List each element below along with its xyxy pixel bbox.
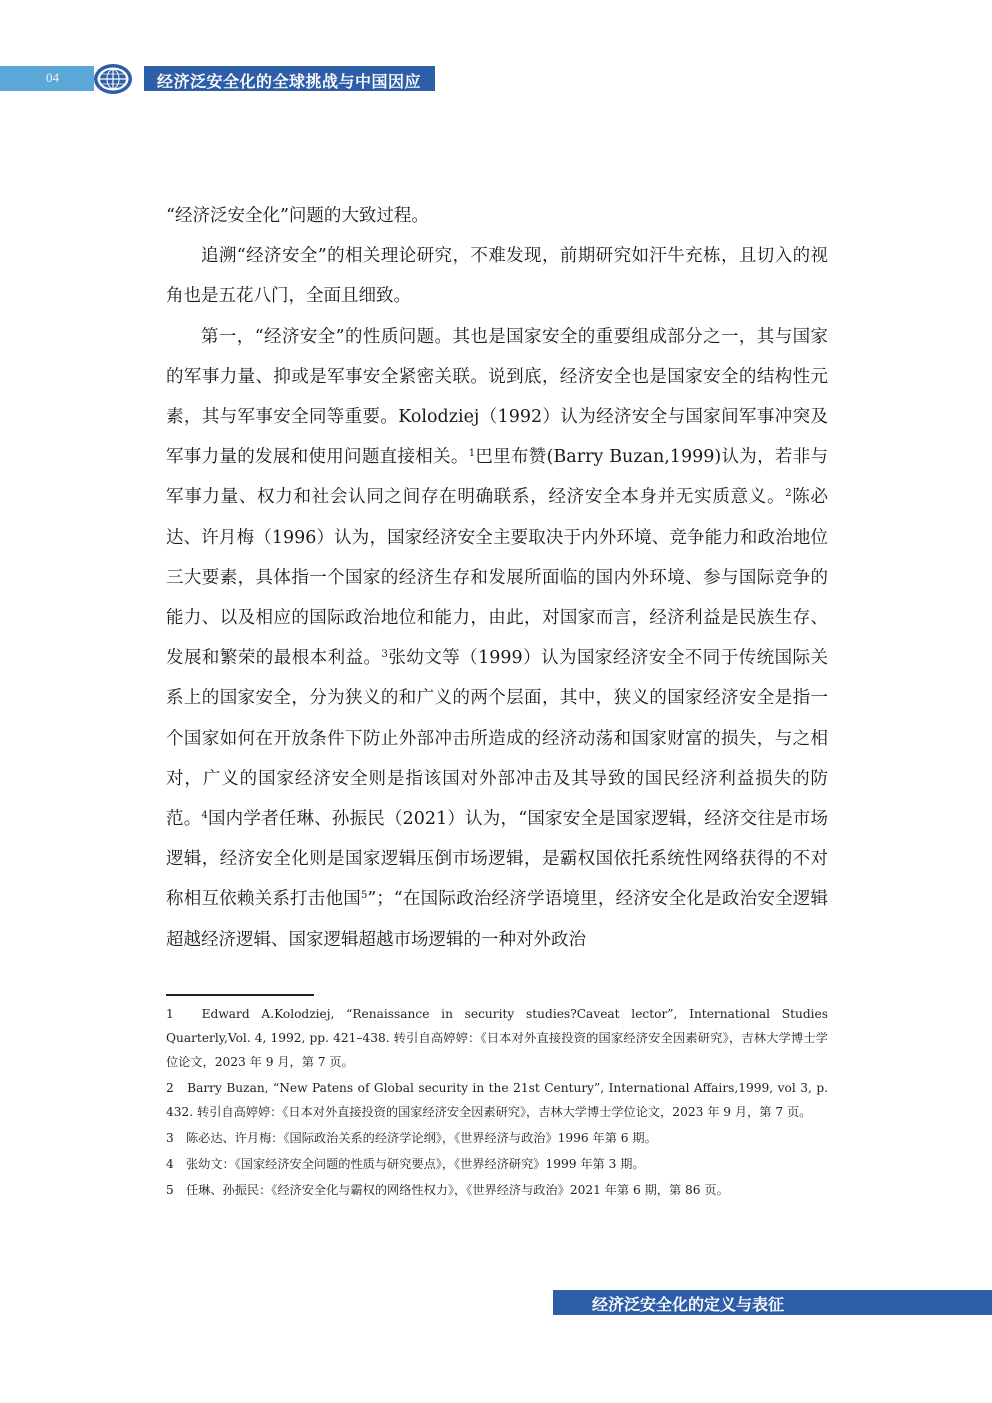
globe-logo-icon <box>93 62 133 96</box>
footnote-5: 5 任琳、孙振民：《经济安全化与霸权的网络性权力》，《世界经济与政治》2021 年第 6 期，第 86 页。 <box>166 1183 729 1197</box>
footnote-ref[interactable]: 1 <box>468 448 476 460</box>
footnote-3: 3 陈必达、许月梅：《国际政治关系的经济学论纲》，《世界经济与政治》1996 年第 6 期。 <box>166 1131 657 1145</box>
footnote-ref[interactable]: 4 <box>201 810 208 822</box>
paragraph-text: 第一，“经济安全”的性质问题。其也是国家安全的重要组成部分之一，其与国家的军事力量、抑或是军事安全紧密关联。说到底，经济安全也是国家安全的结构性元素，其与军事安全同等重要。Kolodziej（1992）认为经济安全与国家间军事冲突及军事力量的发展和使用问题直接相关。 <box>166 326 828 468</box>
footnote-ref[interactable]: 3 <box>381 649 388 661</box>
footnote-ref[interactable]: 2 <box>785 488 792 500</box>
paragraph-text: ”；“在国际政治经济学语境里，经济安全化是政治安全逻辑超越经济逻辑、国家逻辑超越市场逻辑的一种对外政治 <box>166 889 828 950</box>
footnote-2: 2 Barry Buzan, “New Patens of Global security in the 21st Century”, International Affairs,1999, vol 3, p. 432. 转引自高婷婷：《日本对外直接投资的国家经济安全因素研究》，吉林大学博士学位论文，2023 年 9 月，第 7 页。 <box>166 1081 828 1119</box>
paragraph-3 <box>166 317 828 960</box>
paragraph-text: 陈必达、许月梅（1996）认为，国家经济安全主要取决于内外环境、竞争能力和政治地位三大要素，具体指一个国家的经济生存和发展所面临的国内外环境、参与国际竞争的能力、以及相应的国际政治地位和能力，由此，对国家而言，经济利益是民族生存、发展和繁荣的最根本利益。 <box>166 487 829 669</box>
paragraph-text: 国内学者任琳、孙振民（2021）认为，“国家安全是国家逻辑，经济交往是市场逻辑，经济安全化则是国家逻辑压倒市场逻辑，是霸权国依托系统性网络获得的不对称相互依赖关系打击他国 <box>166 809 829 910</box>
footnote-ref[interactable]: 5 <box>360 890 368 902</box>
footnotes <box>166 1002 828 1204</box>
paragraph-text: 巴里布赞(Barry Buzan,1999)认为，若非与军事力量、权力和社会认同之间存在明确联系，经济安全本身并无实质意义。 <box>166 447 828 508</box>
footnote-1: 1 Edward A.Kolodziej, “Renaissance in security studies?Caveat lector”, International Studies Quarterly,Vol. 4, 1992, pp. 421–438. 转引自高婷婷：《日本对外直接投资的国家经济安全因素研究》，吉林大学博士学位论文，2023 年 9 月，第 7 页。 <box>166 1007 828 1069</box>
paragraph-text: 张幼文等（1999）认为国家经济安全不同于传统国际关系上的国家安全，分为狭义的和广义的两个层面，其中，狭义的国家经济安全是指一个国家如何在开放条件下防止外部冲击所造成的经济动荡和国家财富的损失，与之相对，广义的国家经济安全则是指该国对外部冲击及其导致的国民经济利益损失的防范。 <box>166 648 828 830</box>
book-title: 经济泛安全化的全球挑战与中国因应 <box>157 72 422 91</box>
paragraph-2: 追溯“经济安全”的相关理论研究，不难发现，前期研究如汗牛充栋，且切入的视角也是五花八门，全面且细致。 <box>166 246 828 307</box>
footnote-4: 4 张幼文：《国家经济安全问题的性质与研究要点》，《世界经济研究》1999 年第 3 期。 <box>166 1157 645 1171</box>
page-number: 04 <box>46 70 59 85</box>
body-text <box>166 196 828 960</box>
paragraph-1: “经济泛安全化”问题的大致过程。 <box>166 206 429 226</box>
section-title: 经济泛安全化的定义与表征 <box>592 1295 785 1314</box>
footnote-divider <box>166 994 314 996</box>
